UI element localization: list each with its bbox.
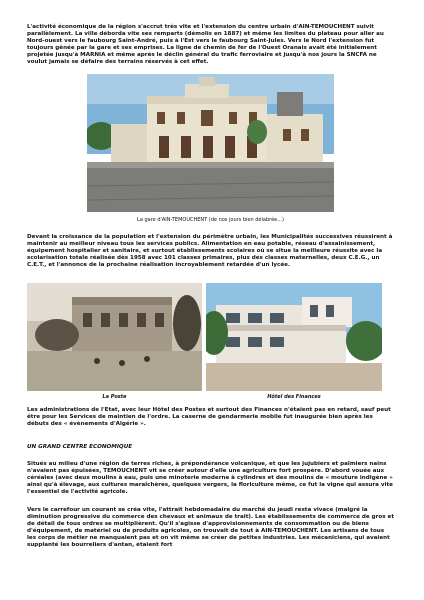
finance-building-photo <box>206 283 382 391</box>
post-office-caption: La Poste <box>102 394 127 400</box>
post-office-photo <box>27 283 202 391</box>
paragraph-public-services: Devant la croissance de la population et l'extension du périmètre urbain, les Municipalités successives réussirent à maintenir au meilleur niveau tous les services publics. Alimentation en eau potable, réseau d'assainissement, équipement hospitalier et sanitaire, et surtout établissements scolaires où se situe la meilleure réussite avec la scolarisation totale réalisée dès 1958 avec 101 classes primaires, plus des classes maternelles, deux C.E.G., un C.E.T., et l'annonce de la prochaine réalisation incroyablement retardée d'un lycée. <box>27 234 393 269</box>
paragraph-state-administrations: Les administrations de l'Etat, avec leur Hôtel des Postes et surtout des Finances n'étaient pas en retard, sauf peut être pour les Services de maintien de l'ordre. La caserne de gendarmerie mobile fut inaugurée bien après les débuts des « évènements d'Algérie ». <box>27 407 391 428</box>
finance-building-caption: Hôtel des Finances <box>267 394 321 400</box>
paragraph-agriculture: Situés au milieu d'une région de terres riches, à prépondérance volcanique, et que les jujubiers et palmiers nains n'avaient pas épuisées, TEMOUCHENT vit se créer autour d'elle une agriculture fort prospère. D'abord vouée aux céréales (avec deux moulins à eau, puis une minoterie moderne à cylindres et des moulins de « mouture indigène » ainsi qu'à élevage, aux cultures maraîchères, quelques vergers, la floriculture même, ce fut la vigne qui assura vite l'essentiel de l'activité agricole. <box>27 461 393 496</box>
paragraph-economic-activity: L'activité économique de la région s'accrut très vite et l'extension du centre urbain d'AIN-TEMOUCHENT suivit parallèlement. La ville déborda vite ses remparts (démolis en 1887) et même les limites du plateau pour aller au Nord-ouest vers le faubourg Saint-André, puis à l'Est vers le faubourg Saint-Jules. Vers le Nord l'extension fut toujours gênée par la gare et ses emprises. La ligne de chemin de fer de l'Ouest Oranais avait été initialement projetée jusqu'à MARNIA et même après le déclin général du trafic ferroviaire et jusqu'à nos jours la SNCFA ne voulut jamais se défaire des terrains réservés à cet effet. <box>27 24 384 66</box>
section-heading-economic-centre: UN GRAND CENTRE ECONOMIQUE <box>27 444 133 450</box>
paragraph-commerce: Vers le carrefour un courant se créa vite, l'attrait hebdomadaire du marché du jeudi resta vivace (malgré la diminution progressive du commerce des chevaux et animaux de trait). Les établissements de commerce de gros et de détail de tous ordres se multiplièrent. Qu'il s'agisse d'approvisionnements de consommation ou de biens d'équipement, de matériel ou de produits agricoles, on trouvait de tout à AIN-TEMOUCHENT. Les artisans de tous les corps de métier ne manquaient pas et on vit même se créer de petites industries. Les mécaniciens, qui avaient supplanté les bourreliers d'antan, étaient fort <box>27 507 395 549</box>
station-photo <box>87 74 334 212</box>
station-caption: La gare d'AIN-TEMOUCHENT (de nos jours bien délabrée...) <box>137 217 284 223</box>
